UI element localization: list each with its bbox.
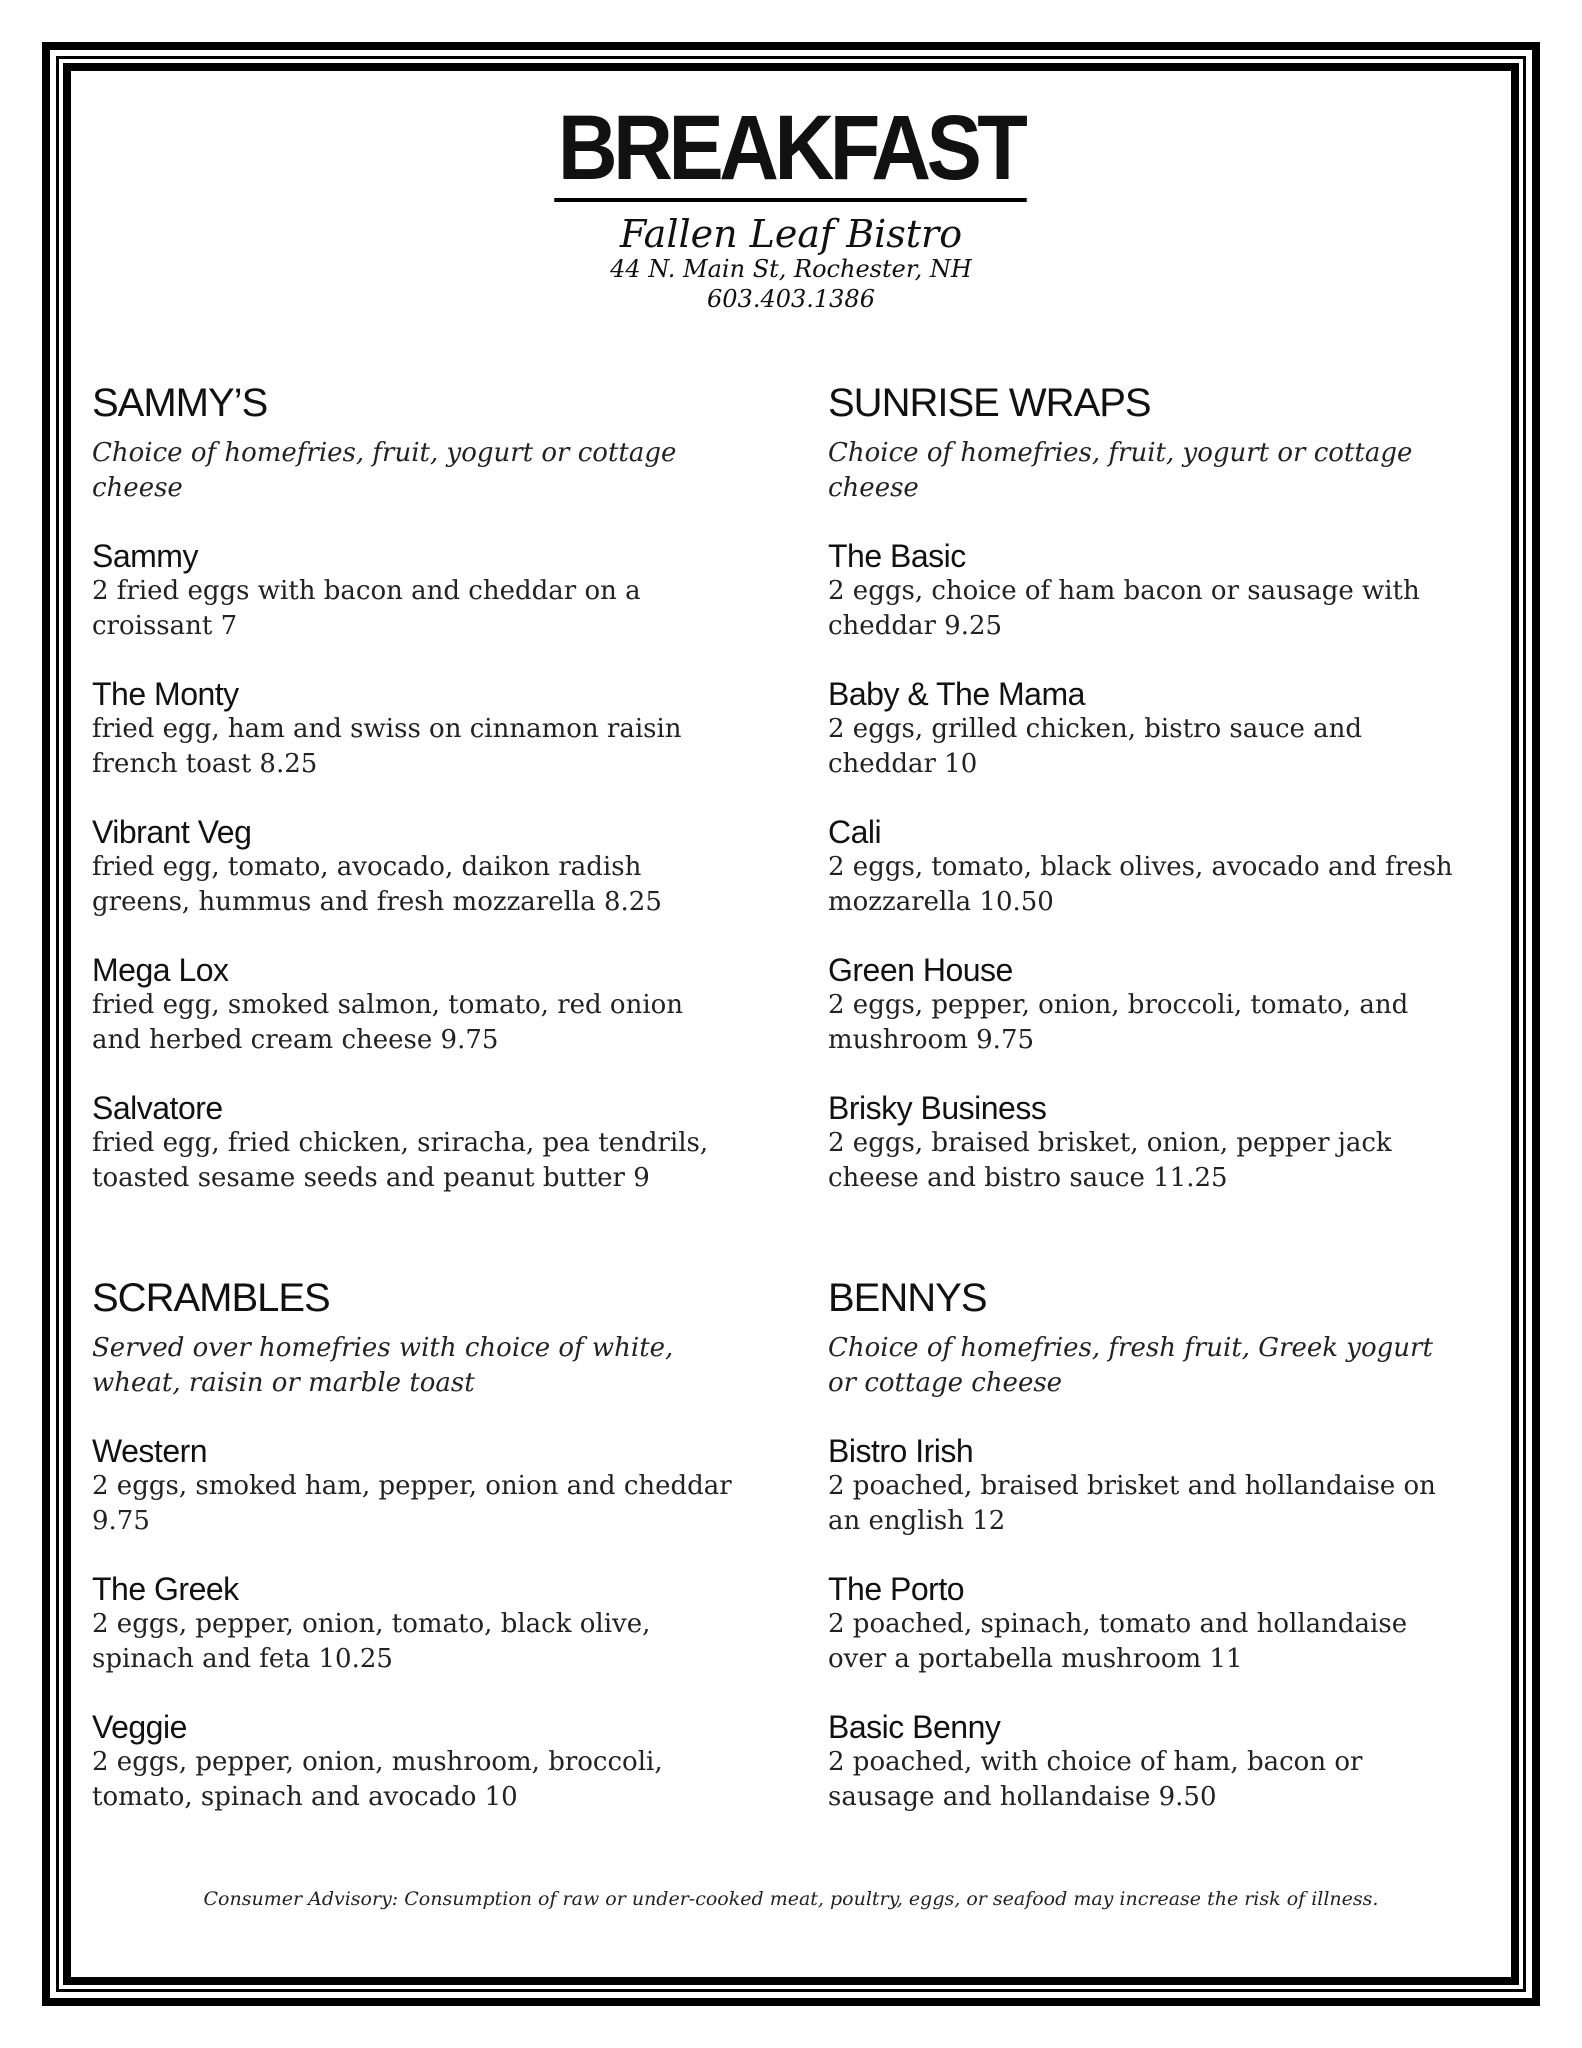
section-title: SAMMY’S xyxy=(92,381,268,425)
item-description: fried egg, fried chicken, sriracha, pea tendrils, toasted sesame seeds and peanut butter 9 xyxy=(92,1128,709,1193)
item-description: 2 eggs, grilled chicken, bistro sauce and cheddar 10 xyxy=(828,714,1363,779)
item-description: fried egg, tomato, avocado, daikon radish greens, hummus and fresh mozzarella 8.25 xyxy=(92,852,662,917)
menu-item xyxy=(828,1571,1468,1677)
section-sunrise-wraps xyxy=(828,380,1468,1228)
section-bennys xyxy=(828,1275,1468,1847)
menu-item xyxy=(828,814,1468,920)
item-description: 2 poached, spinach, tomato and hollandaise over a portabella mushroom 11 xyxy=(828,1609,1408,1674)
menu-item xyxy=(92,1433,732,1539)
menu-item xyxy=(92,814,732,920)
item-name: Western xyxy=(92,1433,208,1469)
menu-item xyxy=(828,538,1468,644)
restaurant-name: Fallen Leaf Bistro xyxy=(619,212,963,256)
section-title: BENNYS xyxy=(828,1276,987,1320)
item-name: Mega Lox xyxy=(92,952,229,988)
menu-item xyxy=(828,1709,1468,1815)
item-name: Salvatore xyxy=(92,1090,223,1126)
menu-item xyxy=(828,952,1468,1058)
menu-title: BREAKFAST xyxy=(555,100,1028,202)
item-description: 2 eggs, braised brisket, onion, pepper jack cheese and bistro sauce 11.25 xyxy=(828,1128,1392,1193)
item-description: 2 eggs, pepper, onion, tomato, black olive, spinach and feta 10.25 xyxy=(92,1609,651,1674)
item-description: 2 eggs, tomato, black olives, avocado and fresh mozzarella 10.50 xyxy=(828,852,1453,917)
item-name: Bistro Irish xyxy=(828,1433,974,1469)
item-name: Baby & The Mama xyxy=(828,676,1085,712)
item-name: Sammy xyxy=(92,538,198,574)
section-title: SCRAMBLES xyxy=(92,1276,330,1320)
item-name: Basic Benny xyxy=(828,1709,1001,1745)
item-name: Cali xyxy=(828,814,882,850)
item-description: 2 poached, braised brisket and hollandaise on an english 12 xyxy=(828,1471,1436,1536)
section-title: SUNRISE WRAPS xyxy=(828,381,1151,425)
restaurant-phone: 603.403.1386 xyxy=(707,285,875,313)
item-description: 2 eggs, smoked ham, pepper, onion and cheddar 9.75 xyxy=(92,1471,732,1536)
menu-item xyxy=(92,1709,732,1815)
section-subtitle: Choice of homefries, fresh fruit, Greek yogurt or cottage cheese xyxy=(828,1333,1433,1398)
item-name: Veggie xyxy=(92,1709,187,1745)
item-description: 2 eggs, pepper, onion, broccoli, tomato, and mushroom 9.75 xyxy=(828,990,1409,1055)
section-sammys xyxy=(92,380,732,1228)
item-name: The Greek xyxy=(92,1571,239,1607)
menu-item xyxy=(92,676,732,782)
item-description: 2 eggs, choice of ham bacon or sausage with cheddar 9.25 xyxy=(828,576,1420,641)
item-name: The Monty xyxy=(92,676,239,712)
restaurant-address: 44 N. Main St, Rochester, NH xyxy=(610,255,972,283)
menu-item xyxy=(828,676,1468,782)
menu-item xyxy=(828,1433,1468,1539)
menu-header xyxy=(0,97,1582,314)
section-subtitle: Served over homefries with choice of white, wheat, raisin or marble toast xyxy=(92,1333,674,1398)
consumer-advisory: Consumer Advisory: Consumption of raw or under-cooked meat, poultry, eggs, or seafood may increase the risk of illness. xyxy=(203,1888,1379,1910)
menu-item xyxy=(92,538,732,644)
menu-item xyxy=(92,1090,732,1196)
item-name: Brisky Business xyxy=(828,1090,1047,1126)
section-scrambles xyxy=(92,1275,732,1847)
section-subtitle: Choice of homefries, fruit, yogurt or cottage cheese xyxy=(92,438,677,503)
item-description: fried egg, smoked salmon, tomato, red onion and herbed cream cheese 9.75 xyxy=(92,990,684,1055)
section-subtitle: Choice of homefries, fruit, yogurt or cottage cheese xyxy=(828,438,1413,503)
item-name: Green House xyxy=(828,952,1013,988)
item-name: The Basic xyxy=(828,538,966,574)
item-name: Vibrant Veg xyxy=(92,814,252,850)
menu-item xyxy=(92,952,732,1058)
item-name: The Porto xyxy=(828,1571,965,1607)
menu-item xyxy=(828,1090,1468,1196)
menu-item xyxy=(92,1571,732,1677)
item-description: 2 fried eggs with bacon and cheddar on a croissant 7 xyxy=(92,576,641,641)
item-description: fried egg, ham and swiss on cinnamon raisin french toast 8.25 xyxy=(92,714,682,779)
item-description: 2 poached, with choice of ham, bacon or sausage and hollandaise 9.50 xyxy=(828,1747,1363,1812)
item-description: 2 eggs, pepper, onion, mushroom, broccoli, tomato, spinach and avocado 10 xyxy=(92,1747,663,1812)
